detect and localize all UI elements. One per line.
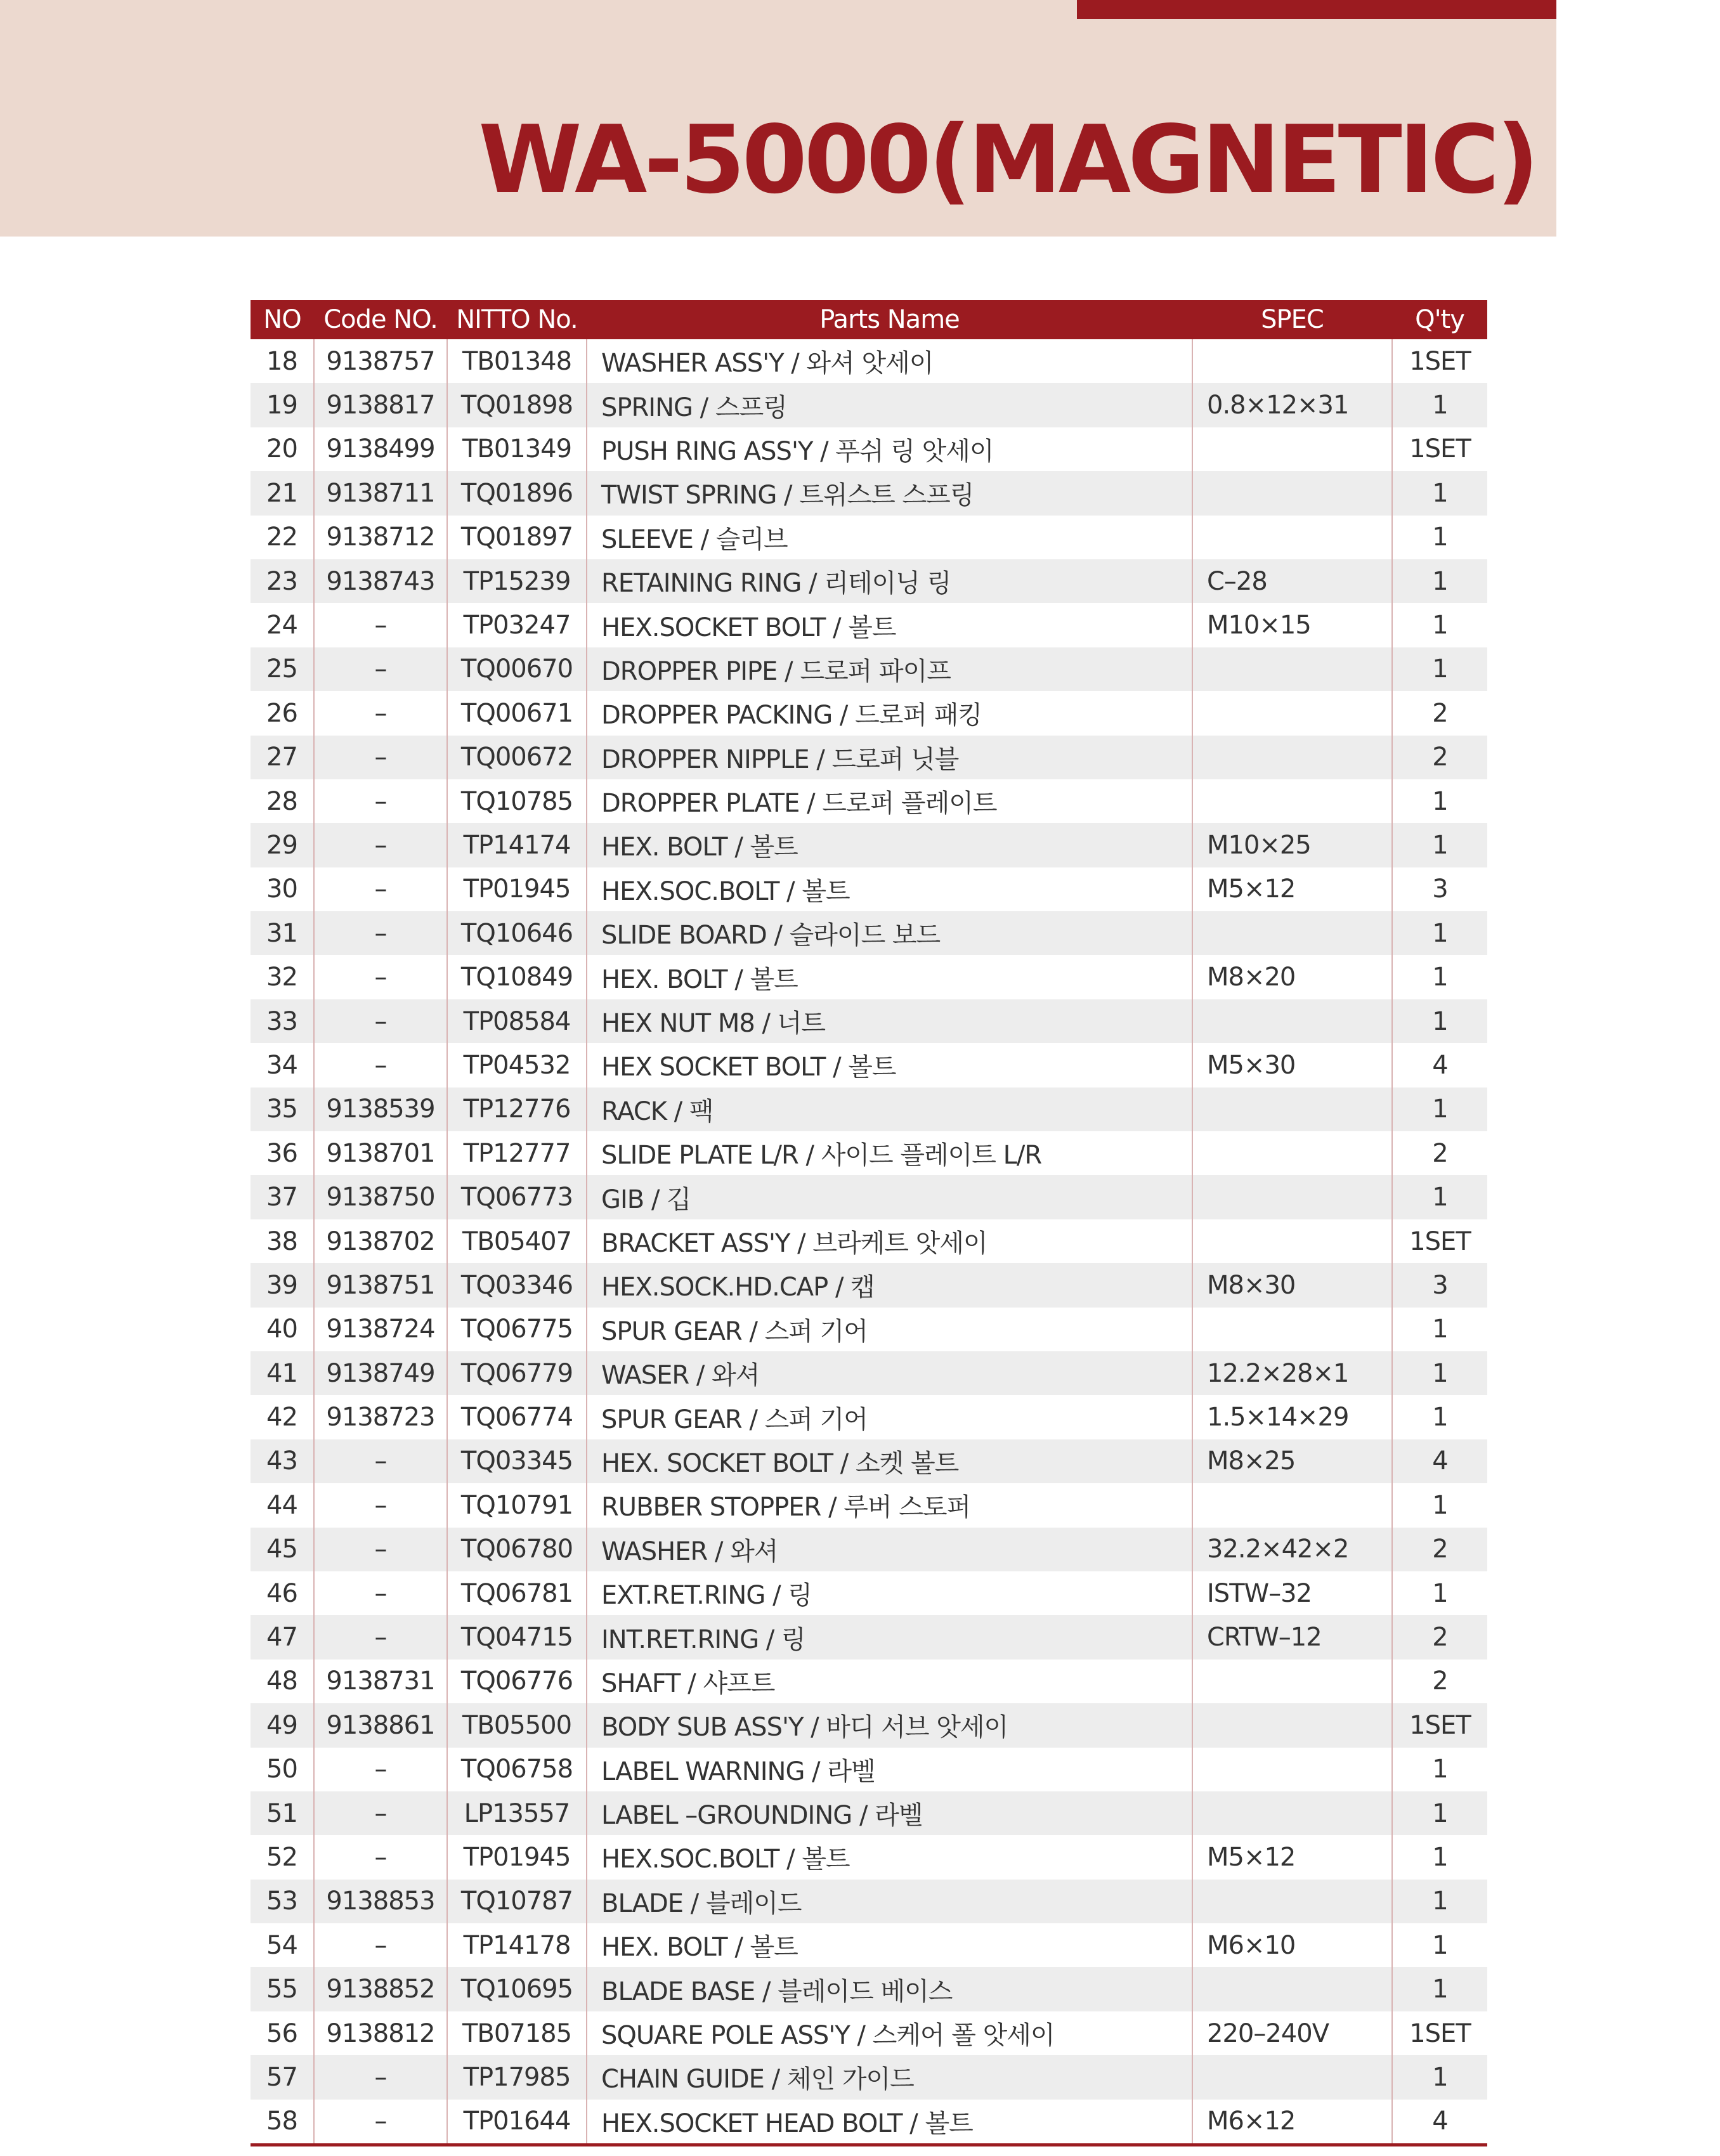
- cell-nitto-no: TP01644: [447, 2100, 587, 2145]
- table-row: [251, 1175, 1487, 1219]
- cell-code-no: 9138817: [314, 383, 447, 427]
- cell-qty: 2: [1392, 1615, 1487, 1659]
- cell-parts-name: SHAFT / 샤프트: [587, 1659, 1192, 1703]
- cell-no: 55: [251, 1967, 314, 2011]
- table-row: [251, 1967, 1487, 2011]
- cell-nitto-no: LP13557: [447, 1791, 587, 1835]
- cell-qty: 2: [1432, 1138, 1448, 1168]
- cell-nitto-no: TP03247: [447, 603, 587, 647]
- table-row: [251, 2100, 1487, 2145]
- cell-nitto-no: TQ10791: [447, 1483, 587, 1527]
- table-row: [251, 867, 1487, 911]
- cell-no: 45: [251, 1528, 314, 1571]
- cell-qty: 1: [1392, 1175, 1487, 1219]
- cell-no: 29: [251, 823, 314, 867]
- cell-code-no: –: [314, 867, 447, 911]
- cell-qty: 1: [1392, 383, 1487, 427]
- cell-code-no: 9138702: [314, 1219, 447, 1263]
- cell-parts-name: RACK / 팩: [587, 1088, 1192, 1131]
- cell-spec: [1192, 779, 1392, 823]
- cell-parts-name: TWIST SPRING / 트위스트 스프링: [587, 471, 1192, 515]
- cell-nitto-no: TQ06780: [447, 1528, 587, 1571]
- cell-qty: 3: [1432, 874, 1448, 904]
- cell-nitto-no: TQ06781: [447, 1571, 587, 1615]
- cell-parts-name: GIB / 깁: [587, 1175, 1192, 1219]
- cell-no: 22: [251, 516, 314, 559]
- cell-nitto-no: TQ00672: [447, 736, 587, 779]
- cell-qty: 1SET: [1409, 2018, 1471, 2048]
- cell-parts-name: BRACKET ASS'Y / 브라케트 앗세이: [587, 1219, 1192, 1263]
- cell-code-no: 9138724: [314, 1308, 447, 1351]
- table-row: [251, 955, 1487, 999]
- table-row: [251, 823, 1487, 867]
- cell-qty: 1SET: [1409, 346, 1471, 376]
- cell-qty: 1: [1432, 1315, 1448, 1344]
- cell-no: 42: [251, 1395, 314, 1439]
- cell-code-no: –: [314, 1528, 447, 1571]
- table-row: [251, 1615, 1487, 1659]
- cell-spec: [1192, 1880, 1392, 1923]
- cell-code-no: –: [314, 1483, 447, 1527]
- cell-spec: [1192, 1659, 1392, 1703]
- table-header-row: [251, 300, 1487, 339]
- cell-spec: M10×25: [1192, 823, 1392, 867]
- table-row: [251, 1043, 1487, 1087]
- cell-parts-name: SLIDE PLATE L/R / 사이드 플레이트 L/R: [587, 1131, 1192, 1175]
- cell-parts-name: SPUR GEAR / 스퍼 기어: [587, 1308, 1192, 1351]
- page-title: WA-5000(MAGNETIC): [478, 105, 1536, 214]
- cell-qty: 1: [1432, 1403, 1448, 1432]
- table-row: [251, 603, 1487, 647]
- cell-qty: 2: [1432, 698, 1448, 728]
- cell-parts-name: BLADE / 블레이드: [587, 1880, 1192, 1923]
- table-row: [251, 1703, 1487, 1747]
- cell-qty: 1: [1432, 611, 1448, 640]
- table-row: [251, 1219, 1487, 1263]
- cell-qty: 3: [1392, 1263, 1487, 1307]
- cell-qty: 1: [1392, 647, 1487, 691]
- cell-no: 37: [251, 1175, 314, 1219]
- cell-nitto-no: TQ04715: [447, 1615, 587, 1659]
- cell-nitto-no: TQ01898: [447, 383, 587, 427]
- table-row: [251, 1571, 1487, 1615]
- cell-qty: 1: [1392, 1967, 1487, 2011]
- table-row: [251, 1395, 1487, 1439]
- cell-no: 44: [251, 1483, 314, 1527]
- cell-nitto-no: TQ06775: [447, 1308, 587, 1351]
- cell-nitto-no: TQ03345: [447, 1439, 587, 1483]
- cell-nitto-no: TQ06773: [447, 1175, 587, 1219]
- cell-code-no: –: [314, 779, 447, 823]
- table-row: [251, 1439, 1487, 1483]
- table-row: [251, 736, 1487, 779]
- cell-nitto-no: TP08584: [447, 999, 587, 1043]
- cell-parts-name: HEX. BOLT / 볼트: [587, 823, 1192, 867]
- table-row: [251, 1835, 1487, 1879]
- cell-qty: 1: [1432, 1578, 1448, 1608]
- cell-spec: [1192, 339, 1392, 383]
- cell-no: 40: [251, 1308, 314, 1351]
- cell-nitto-no: TQ00670: [447, 647, 587, 691]
- cell-parts-name: SPUR GEAR / 스퍼 기어: [587, 1395, 1192, 1439]
- cell-spec: [1192, 427, 1392, 471]
- cell-spec: M6×12: [1192, 2100, 1392, 2145]
- cell-code-no: –: [314, 1439, 447, 1483]
- cell-code-no: –: [314, 2055, 447, 2099]
- cell-parts-name: HEX.SOC.BOLT / 볼트: [587, 1835, 1192, 1879]
- cell-qty: 1SET: [1409, 434, 1471, 464]
- cell-no: 24: [251, 603, 314, 647]
- cell-qty: 1: [1432, 786, 1448, 816]
- cell-qty: 1: [1432, 1930, 1448, 1960]
- table-row: [251, 1308, 1487, 1351]
- table-row: [251, 1923, 1487, 1967]
- cell-qty: 1: [1392, 1880, 1487, 1923]
- table-row: [251, 1528, 1487, 1571]
- cell-parts-name: PUSH RING ASS'Y / 푸쉬 링 앗세이: [587, 427, 1192, 471]
- table-row: [251, 999, 1487, 1043]
- column-header-code: Code NO.: [314, 300, 447, 339]
- cell-no: 47: [251, 1615, 314, 1659]
- cell-parts-name: DROPPER PLATE / 드로퍼 플레이트: [587, 779, 1192, 823]
- cell-spec: M5×30: [1192, 1043, 1392, 1087]
- cell-no: 28: [251, 779, 314, 823]
- cell-no: 33: [251, 999, 314, 1043]
- table-row: [251, 1791, 1487, 1835]
- cell-no: 25: [251, 647, 314, 691]
- cell-no: 48: [251, 1659, 314, 1703]
- cell-no: 58: [251, 2100, 314, 2145]
- cell-spec: [1192, 1175, 1392, 1219]
- cell-parts-name: SLEEVE / 슬리브: [587, 516, 1192, 559]
- cell-no: 20: [251, 427, 314, 471]
- cell-qty: 1: [1392, 999, 1487, 1043]
- cell-spec: [1192, 911, 1392, 955]
- cell-code-no: –: [314, 1835, 447, 1879]
- cell-code-no: 9138711: [314, 471, 447, 515]
- cell-qty: 1SET: [1409, 1226, 1471, 1256]
- cell-no: 57: [251, 2055, 314, 2099]
- cell-nitto-no: TP01945: [447, 867, 587, 911]
- cell-spec: 32.2×42×2: [1192, 1528, 1392, 1571]
- cell-code-no: 9138539: [314, 1088, 447, 1131]
- cell-no: 36: [251, 1131, 314, 1175]
- table-row: [251, 516, 1487, 559]
- cell-spec: [1192, 647, 1392, 691]
- cell-parts-name: BODY SUB ASS'Y / 바디 서브 앗세이: [587, 1703, 1192, 1747]
- cell-code-no: –: [314, 2100, 447, 2145]
- cell-nitto-no: TP17985: [447, 2055, 587, 2099]
- cell-no: 50: [251, 1748, 314, 1791]
- cell-nitto-no: TQ06758: [447, 1748, 587, 1791]
- cell-qty: 1SET: [1392, 1703, 1487, 1747]
- cell-no: 18: [251, 339, 314, 383]
- cell-no: 30: [251, 867, 314, 911]
- cell-nitto-no: TP12776: [447, 1088, 587, 1131]
- cell-spec: CRTW–12: [1192, 1615, 1392, 1659]
- cell-parts-name: WASHER ASS'Y / 와셔 앗세이: [587, 339, 1192, 383]
- cell-qty: 1: [1392, 2055, 1487, 2099]
- cell-no: 56: [251, 2011, 314, 2055]
- table-row: [251, 1088, 1487, 1131]
- cell-no: 46: [251, 1571, 314, 1615]
- cell-nitto-no: TQ06776: [447, 1659, 587, 1703]
- cell-no: 53: [251, 1880, 314, 1923]
- table-row: [251, 471, 1487, 515]
- cell-qty: 1: [1432, 1842, 1448, 1872]
- cell-code-no: 9138701: [314, 1131, 447, 1175]
- cell-qty: 1: [1432, 1490, 1448, 1520]
- table-row: [251, 1263, 1487, 1307]
- cell-nitto-no: TP12777: [447, 1131, 587, 1175]
- table-row: [251, 1748, 1487, 1791]
- cell-spec: [1192, 1791, 1392, 1835]
- cell-spec: M5×12: [1192, 1835, 1392, 1879]
- cell-code-no: –: [314, 1748, 447, 1791]
- cell-nitto-no: TP14178: [447, 1923, 587, 1967]
- cell-spec: M6×10: [1192, 1923, 1392, 1967]
- table-row: [251, 1351, 1487, 1395]
- cell-nitto-no: TQ10785: [447, 779, 587, 823]
- cell-parts-name: LABEL –GROUNDING / 라벨: [587, 1791, 1192, 1835]
- cell-spec: [1192, 736, 1392, 779]
- cell-spec: [1192, 1483, 1392, 1527]
- table-row: [251, 2055, 1487, 2099]
- table-row: [251, 2011, 1487, 2055]
- header-accent-bar: [1077, 0, 1556, 19]
- cell-spec: [1192, 471, 1392, 515]
- cell-spec: [1192, 1219, 1392, 1263]
- cell-nitto-no: TQ10695: [447, 1967, 587, 2011]
- cell-code-no: 9138499: [314, 427, 447, 471]
- cell-parts-name: DROPPER NIPPLE / 드로퍼 닛블: [587, 736, 1192, 779]
- cell-parts-name: RUBBER STOPPER / 루버 스토퍼: [587, 1483, 1192, 1527]
- cell-nitto-no: TQ06774: [447, 1395, 587, 1439]
- cell-code-no: –: [314, 1615, 447, 1659]
- cell-spec: M8×30: [1192, 1263, 1392, 1307]
- cell-no: 35: [251, 1088, 314, 1131]
- cell-qty: 2: [1432, 1666, 1448, 1696]
- cell-parts-name: INT.RET.RING / 링: [587, 1615, 1192, 1659]
- cell-parts-name: EXT.RET.RING / 링: [587, 1571, 1192, 1615]
- cell-spec: 0.8×12×31: [1192, 383, 1392, 427]
- cell-qty: 1: [1432, 523, 1448, 552]
- cell-qty: 1: [1392, 911, 1487, 955]
- cell-nitto-no: TQ10646: [447, 911, 587, 955]
- cell-parts-name: SPRING / 스프링: [587, 383, 1192, 427]
- column-header-no: NO: [251, 300, 314, 339]
- cell-code-no: –: [314, 603, 447, 647]
- cell-no: 31: [251, 911, 314, 955]
- column-header-parts-name: Parts Name: [587, 300, 1192, 339]
- cell-no: 51: [251, 1791, 314, 1835]
- cell-nitto-no: TQ01897: [447, 516, 587, 559]
- parts-table-body: [251, 339, 1487, 2145]
- cell-parts-name: HEX.SOCK.HD.CAP / 캡: [587, 1263, 1192, 1307]
- cell-parts-name: RETAINING RING / 리테이닝 링: [587, 559, 1192, 603]
- cell-spec: ISTW–32: [1192, 1571, 1392, 1615]
- cell-code-no: –: [314, 1791, 447, 1835]
- cell-code-no: –: [314, 1923, 447, 1967]
- table-row: [251, 1483, 1487, 1527]
- cell-code-no: 9138751: [314, 1263, 447, 1307]
- parts-table: [251, 300, 1487, 2146]
- cell-parts-name: SQUARE POLE ASS'Y / 스케어 폴 앗세이: [587, 2011, 1192, 2055]
- cell-code-no: –: [314, 823, 447, 867]
- cell-nitto-no: TP04532: [447, 1043, 587, 1087]
- cell-no: 32: [251, 955, 314, 999]
- cell-spec: M8×25: [1192, 1439, 1392, 1483]
- cell-parts-name: LABEL WARNING / 라벨: [587, 1748, 1192, 1791]
- cell-parts-name: HEX SOCKET BOLT / 볼트: [587, 1043, 1192, 1087]
- cell-nitto-no: TP14174: [447, 823, 587, 867]
- cell-code-no: –: [314, 647, 447, 691]
- table-row: [251, 383, 1487, 427]
- cell-qty: 1: [1392, 1088, 1487, 1131]
- cell-no: 38: [251, 1219, 314, 1263]
- cell-qty: 1: [1432, 963, 1448, 992]
- cell-parts-name: SLIDE BOARD / 슬라이드 보드: [587, 911, 1192, 955]
- cell-spec: 1.5×14×29: [1192, 1395, 1392, 1439]
- cell-no: 41: [251, 1351, 314, 1395]
- cell-nitto-no: TB07185: [447, 2011, 587, 2055]
- cell-qty: 4: [1392, 1439, 1487, 1483]
- cell-spec: [1192, 1703, 1392, 1747]
- cell-spec: C–28: [1192, 559, 1392, 603]
- cell-spec: [1192, 1088, 1392, 1131]
- cell-code-no: 9138749: [314, 1351, 447, 1395]
- cell-nitto-no: TB01349: [447, 427, 587, 471]
- cell-nitto-no: TQ00671: [447, 691, 587, 735]
- cell-code-no: 9138812: [314, 2011, 447, 2055]
- cell-parts-name: HEX NUT M8 / 너트: [587, 999, 1192, 1043]
- cell-code-no: 9138723: [314, 1395, 447, 1439]
- table-row: [251, 691, 1487, 735]
- cell-nitto-no: TQ03346: [447, 1263, 587, 1307]
- cell-qty: 1: [1392, 559, 1487, 603]
- cell-code-no: 9138750: [314, 1175, 447, 1219]
- cell-qty: 2: [1392, 1528, 1487, 1571]
- cell-code-no: –: [314, 691, 447, 735]
- cell-parts-name: HEX. SOCKET BOLT / 소켓 볼트: [587, 1439, 1192, 1483]
- cell-spec: [1192, 1748, 1392, 1791]
- table-row: [251, 779, 1487, 823]
- table-row: [251, 911, 1487, 955]
- cell-code-no: 9138743: [314, 559, 447, 603]
- cell-parts-name: CHAIN GUIDE / 체인 가이드: [587, 2055, 1192, 2099]
- column-header-qty: Q'ty: [1392, 300, 1487, 339]
- cell-parts-name: WASHER / 와셔: [587, 1528, 1192, 1571]
- cell-code-no: 9138861: [314, 1703, 447, 1747]
- table-row: [251, 339, 1487, 383]
- cell-code-no: –: [314, 1571, 447, 1615]
- cell-nitto-no: TQ06779: [447, 1351, 587, 1395]
- cell-spec: [1192, 1131, 1392, 1175]
- cell-no: 54: [251, 1923, 314, 1967]
- cell-code-no: 9138757: [314, 339, 447, 383]
- column-header-spec: SPEC: [1192, 300, 1392, 339]
- cell-code-no: –: [314, 911, 447, 955]
- cell-qty: 1: [1392, 471, 1487, 515]
- cell-qty: 2: [1392, 736, 1487, 779]
- cell-spec: M8×20: [1192, 955, 1392, 999]
- cell-nitto-no: TQ01896: [447, 471, 587, 515]
- cell-spec: [1192, 999, 1392, 1043]
- cell-spec: [1192, 1967, 1392, 2011]
- cell-parts-name: HEX.SOC.BOLT / 볼트: [587, 867, 1192, 911]
- table-row: [251, 1131, 1487, 1175]
- cell-parts-name: HEX. BOLT / 볼트: [587, 1923, 1192, 1967]
- cell-qty: 4: [1432, 1050, 1448, 1080]
- table-row: [251, 559, 1487, 603]
- table-row: [251, 427, 1487, 471]
- cell-qty: 1: [1392, 823, 1487, 867]
- cell-no: 34: [251, 1043, 314, 1087]
- cell-code-no: 9138852: [314, 1967, 447, 2011]
- table-row: [251, 647, 1487, 691]
- cell-nitto-no: TB05407: [447, 1219, 587, 1263]
- cell-code-no: –: [314, 736, 447, 779]
- cell-no: 27: [251, 736, 314, 779]
- cell-spec: M5×12: [1192, 867, 1392, 911]
- cell-spec: [1192, 1308, 1392, 1351]
- cell-code-no: 9138731: [314, 1659, 447, 1703]
- cell-code-no: 9138712: [314, 516, 447, 559]
- cell-qty: 1: [1432, 1755, 1448, 1784]
- cell-code-no: –: [314, 1043, 447, 1087]
- cell-nitto-no: TB05500: [447, 1703, 587, 1747]
- cell-parts-name: HEX.SOCKET HEAD BOLT / 볼트: [587, 2100, 1192, 2145]
- cell-qty: 4: [1392, 2100, 1487, 2145]
- cell-qty: 1: [1392, 1351, 1487, 1395]
- cell-no: 49: [251, 1703, 314, 1747]
- cell-qty: 1: [1392, 1791, 1487, 1835]
- cell-no: 23: [251, 559, 314, 603]
- cell-no: 52: [251, 1835, 314, 1879]
- cell-spec: 12.2×28×1: [1192, 1351, 1392, 1395]
- cell-parts-name: DROPPER PIPE / 드로퍼 파이프: [587, 647, 1192, 691]
- cell-spec: 220–240V: [1192, 2011, 1392, 2055]
- cell-spec: [1192, 691, 1392, 735]
- cell-no: 43: [251, 1439, 314, 1483]
- cell-parts-name: HEX.SOCKET BOLT / 볼트: [587, 603, 1192, 647]
- cell-parts-name: DROPPER PACKING / 드로퍼 패킹: [587, 691, 1192, 735]
- cell-nitto-no: TP15239: [447, 559, 587, 603]
- cell-nitto-no: TQ10787: [447, 1880, 587, 1923]
- cell-nitto-no: TB01348: [447, 339, 587, 383]
- cell-code-no: –: [314, 999, 447, 1043]
- cell-code-no: 9138853: [314, 1880, 447, 1923]
- cell-no: 39: [251, 1263, 314, 1307]
- cell-parts-name: HEX. BOLT / 볼트: [587, 955, 1192, 999]
- cell-spec: [1192, 2055, 1392, 2099]
- cell-nitto-no: TQ10849: [447, 955, 587, 999]
- cell-code-no: –: [314, 955, 447, 999]
- table-row: [251, 1880, 1487, 1923]
- cell-parts-name: BLADE BASE / 블레이드 베이스: [587, 1967, 1192, 2011]
- cell-spec: [1192, 516, 1392, 559]
- cell-spec: M10×15: [1192, 603, 1392, 647]
- table-row: [251, 1659, 1487, 1703]
- cell-no: 21: [251, 471, 314, 515]
- cell-no: 26: [251, 691, 314, 735]
- cell-parts-name: WASER / 와셔: [587, 1351, 1192, 1395]
- column-header-nitto: NITTO No.: [447, 300, 587, 339]
- cell-nitto-no: TP01945: [447, 1835, 587, 1879]
- cell-no: 19: [251, 383, 314, 427]
